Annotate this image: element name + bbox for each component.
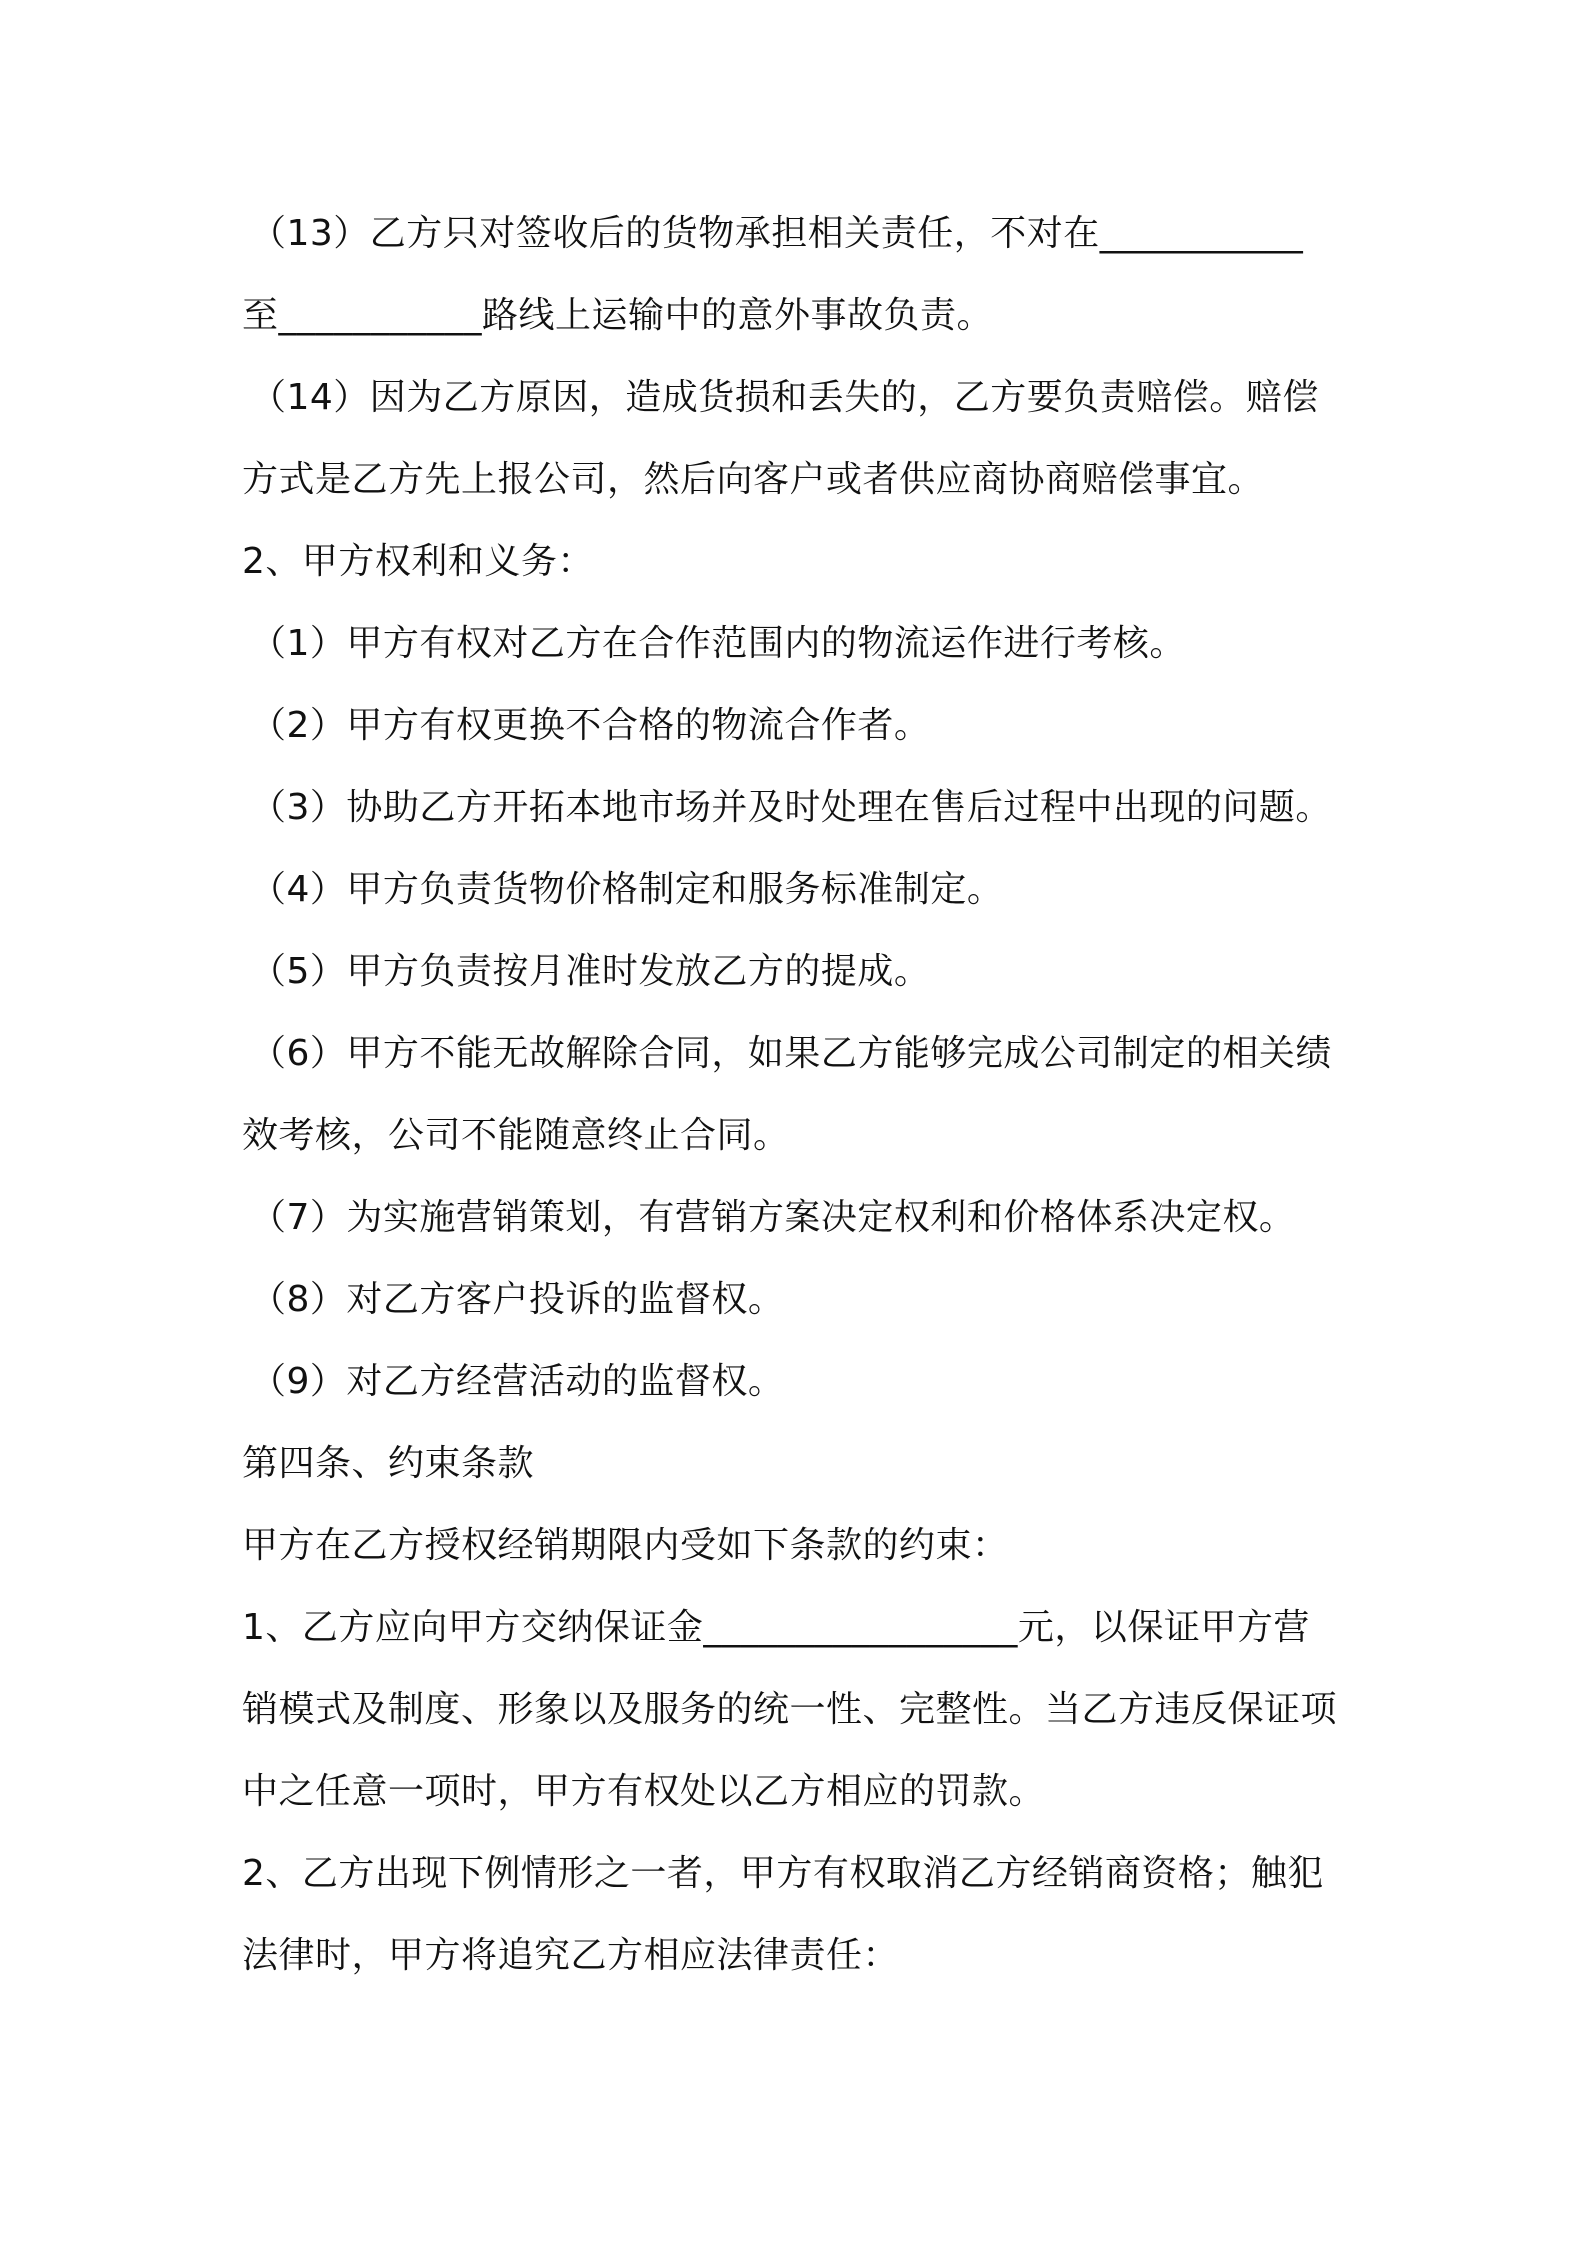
party-a-item-7: （7）为实施营销策划，有营销方案决定权利和价格体系决定权。 — [250, 1197, 1296, 1238]
party-a-item-9: （9）对乙方经营活动的监督权。 — [250, 1361, 785, 1402]
clause-14-line-2: 方式是乙方先上报公司，然后向客户或者供应商协商赔偿事宜。 — [242, 459, 1265, 500]
party-a-item-8: （8）对乙方客户投诉的监督权。 — [250, 1279, 785, 1320]
constraint-2-line-1: 2、乙方出现下例情形之一者，甲方有权取消乙方经销商资格；触犯 — [242, 1853, 1324, 1894]
section-party-a-rights-heading: 2、甲方权利和义务： — [242, 541, 594, 582]
constraint-1-line-1: 1、乙方应向甲方交纳保证金_________________元，以保证甲方营 — [242, 1607, 1310, 1648]
party-a-item-3: （3）协助乙方开拓本地市场并及时处理在售后过程中出现的问题。 — [250, 787, 1332, 828]
party-a-item-2: （2）甲方有权更换不合格的物流合作者。 — [250, 705, 931, 746]
constraint-1-line-3: 中之任意一项时，甲方有权处以乙方相应的罚款。 — [242, 1771, 1046, 1812]
article-four-intro: 甲方在乙方授权经销期限内受如下条款的约束： — [242, 1525, 1009, 1566]
party-a-item-5: （5）甲方负责按月准时发放乙方的提成。 — [250, 951, 931, 992]
clause-14-line-1: （14）因为乙方原因，造成货损和丢失的，乙方要负责赔偿。赔偿 — [250, 377, 1319, 418]
clause-13-line-2: 至___________路线上运输中的意外事故负责。 — [242, 295, 994, 336]
party-a-item-1: （1）甲方有权对乙方在合作范围内的物流运作进行考核。 — [250, 623, 1186, 664]
party-a-item-6-line-2: 效考核，公司不能随意终止合同。 — [242, 1115, 790, 1156]
constraint-2-line-2: 法律时，甲方将追究乙方相应法律责任： — [242, 1935, 900, 1976]
constraint-1-line-2: 销模式及制度、形象以及服务的统一性、完整性。当乙方违反保证项 — [242, 1689, 1338, 1730]
party-a-item-6-line-1: （6）甲方不能无故解除合同，如果乙方能够完成公司制定的相关绩 — [250, 1033, 1332, 1074]
clause-13-line-1: （13）乙方只对签收后的货物承担相关责任，不对在___________ — [250, 213, 1304, 254]
article-four-heading: 第四条、约束条款 — [242, 1443, 535, 1484]
party-a-item-4: （4）甲方负责货物价格制定和服务标准制定。 — [250, 869, 1004, 910]
